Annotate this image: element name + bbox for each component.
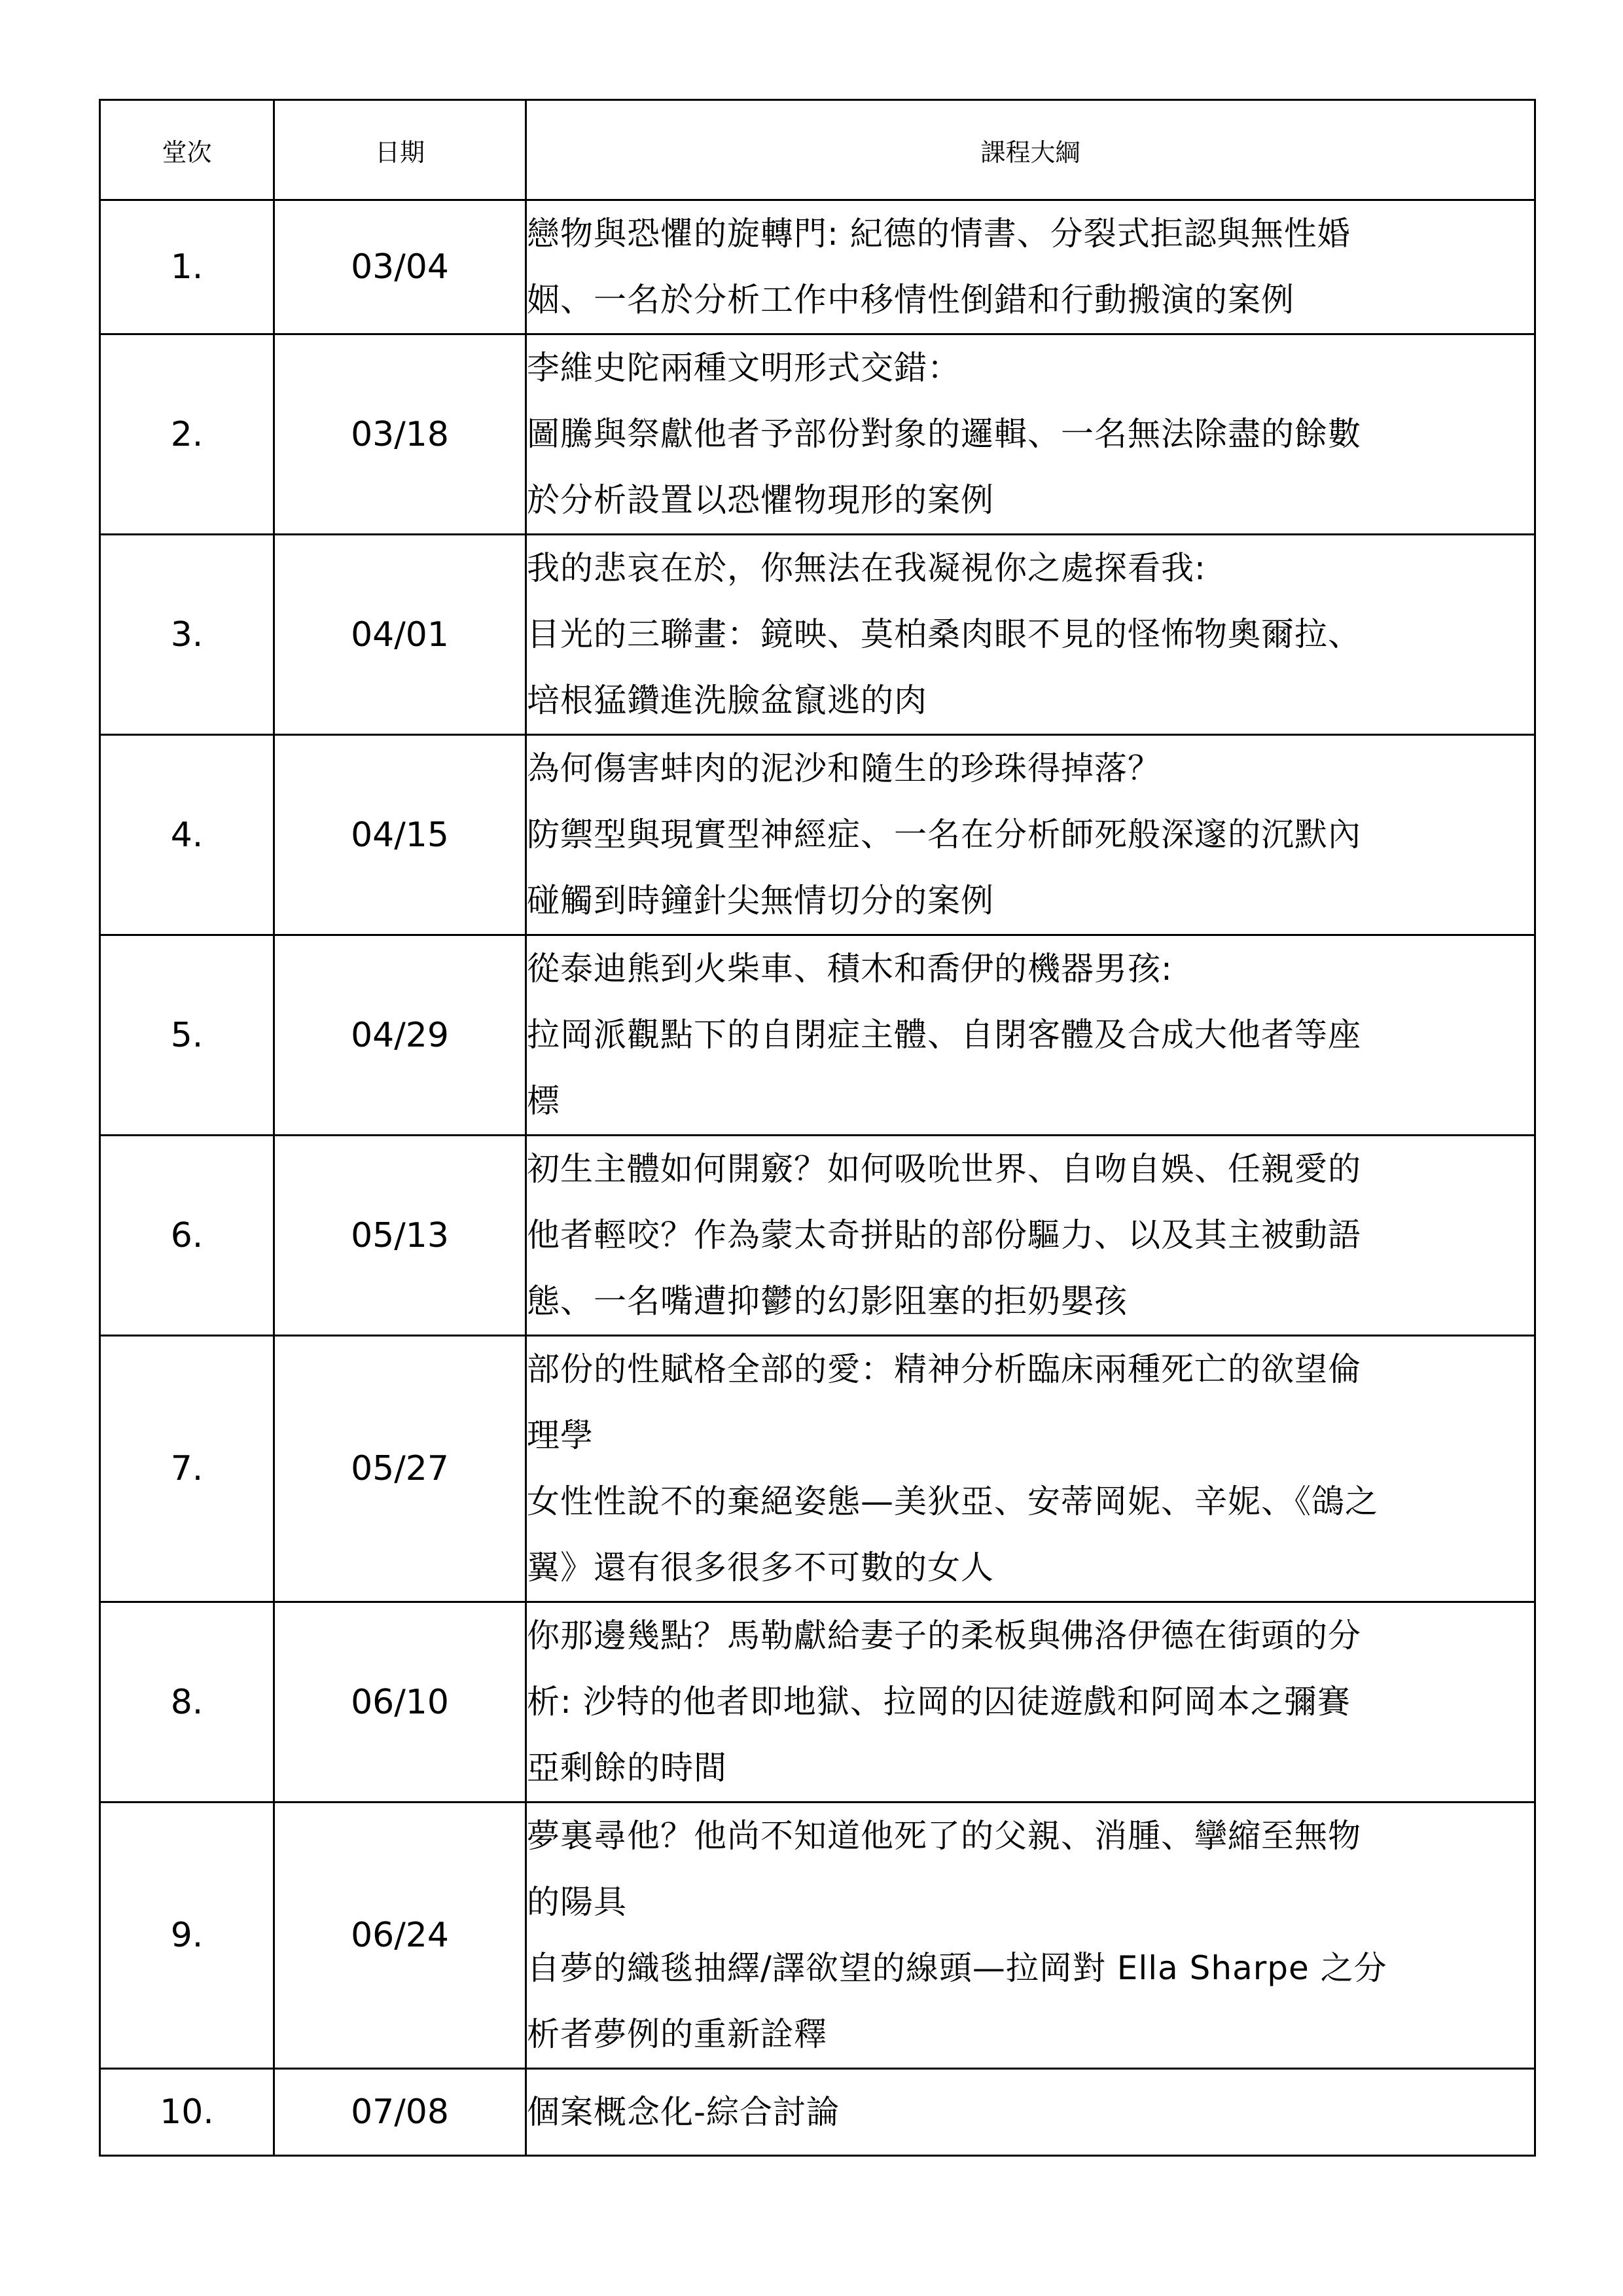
table-row (100, 535, 1535, 735)
session-date: 03/18 (274, 334, 526, 535)
session-number: 6. (100, 1136, 274, 1336)
outline-line: 部份的性賦格全部的愛：精神分析臨床兩種死亡的欲望倫 (527, 1350, 1361, 1388)
session-date: 05/27 (274, 1336, 526, 1602)
session-outline (526, 535, 1535, 735)
session-number: 1. (100, 200, 274, 334)
session-date: 06/24 (274, 1803, 526, 2069)
table-row (100, 935, 1535, 1136)
table-row (100, 1602, 1535, 1803)
table-row (100, 1136, 1535, 1336)
session-number: 4. (100, 735, 274, 935)
table-header-row (100, 100, 1535, 200)
outline-line: 理學 (527, 1416, 594, 1454)
outline-line: 女性性說不的棄絕姿態—美狄亞、安蒂岡妮、辛妮、《鴿之 (527, 1482, 1378, 1520)
table-row (100, 334, 1535, 535)
session-date: 07/08 (274, 2069, 526, 2156)
session-outline (526, 735, 1535, 935)
outline-line: 他者輕咬？作為蒙太奇拼貼的部份驅力、以及其主被動語 (527, 1216, 1361, 1254)
header-session: 堂次 (100, 100, 274, 200)
outline-line: 翼》還有很多很多不可數的女人 (527, 1549, 994, 1587)
outline-line: 析者夢例的重新詮釋 (527, 2015, 827, 2053)
outline-line: 姻、一名於分析工作中移情性倒錯和行動搬演的案例 (527, 281, 1294, 319)
session-date: 06/10 (274, 1602, 526, 1803)
session-date: 04/15 (274, 735, 526, 935)
table-row (100, 2069, 1535, 2156)
outline-line: 目光的三聯畫：鏡映、莫柏桑肉眼不見的怪怖物奧爾拉、 (527, 615, 1361, 653)
outline-line: 標 (527, 1082, 560, 1120)
session-outline (526, 1136, 1535, 1336)
session-number: 9. (100, 1803, 274, 2069)
session-outline (526, 200, 1535, 334)
session-outline (526, 1803, 1535, 2069)
outline-line: 夢裏尋他？他尚不知道他死了的父親、消腫、攣縮至無物 (527, 1817, 1361, 1855)
outline-line: 戀物與恐懼的旋轉門: 紀德的情書、分裂式拒認與無性婚 (527, 215, 1351, 253)
outline-line: 初生主體如何開竅？如何吸吮世界、自吻自娛、任親愛的 (527, 1150, 1361, 1188)
outline-line: 亞剩餘的時間 (527, 1749, 727, 1787)
outline-line: 培根猛鑽進洗臉盆竄逃的肉 (527, 681, 927, 719)
outline-line: 自夢的織毯抽繹/譯欲望的線頭—拉岡對 Ella Sharpe 之分 (527, 1949, 1387, 1987)
outline-line: 李維史陀兩種文明形式交錯： (527, 349, 961, 387)
outline-line: 於分析設置以恐懼物現形的案例 (527, 481, 994, 519)
session-number: 5. (100, 935, 274, 1136)
session-date: 04/29 (274, 935, 526, 1136)
session-outline (526, 334, 1535, 535)
session-number: 10. (100, 2069, 274, 2156)
table-row (100, 1803, 1535, 2069)
session-date: 03/04 (274, 200, 526, 334)
table-row (100, 1336, 1535, 1602)
session-number: 8. (100, 1602, 274, 1803)
outline-line: 為何傷害蚌肉的泥沙和隨生的珍珠得掉落？ (527, 749, 1161, 787)
session-number: 3. (100, 535, 274, 735)
outline-line: 防禦型與現實型神經症、一名在分析師死般深邃的沉默內 (527, 816, 1361, 853)
session-outline (526, 1602, 1535, 1803)
outline-line: 態、一名嘴遭抑鬱的幻影阻塞的拒奶嬰孩 (527, 1282, 1128, 1320)
session-date: 04/01 (274, 535, 526, 735)
session-number: 7. (100, 1336, 274, 1602)
outline-line: 從泰迪熊到火柴車、積木和喬伊的機器男孩: (527, 950, 1173, 988)
session-date: 05/13 (274, 1136, 526, 1336)
outline-line: 個案概念化-綜合討論 (527, 2092, 840, 2131)
outline-line: 圖騰與祭獻他者予部份對象的邏輯、一名無法除盡的餘數 (527, 415, 1361, 453)
table-row (100, 200, 1535, 334)
syllabus-table (99, 99, 1536, 2157)
outline-line: 析: 沙特的他者即地獄、拉岡的囚徒遊戲和阿岡本之彌賽 (527, 1683, 1351, 1721)
session-outline (526, 935, 1535, 1136)
outline-line: 的陽具 (527, 1883, 627, 1921)
outline-line: 你那邊幾點？馬勒獻給妻子的柔板與佛洛伊德在街頭的分 (527, 1617, 1361, 1655)
outline-line: 我的悲哀在於，你無法在我凝視你之處探看我: (527, 549, 1206, 587)
session-number: 2. (100, 334, 274, 535)
table-row (100, 735, 1535, 935)
outline-line: 碰觸到時鐘針尖無情切分的案例 (527, 882, 994, 920)
session-outline (526, 2069, 1535, 2156)
session-outline (526, 1336, 1535, 1602)
outline-line: 拉岡派觀點下的自閉症主體、自閉客體及合成大他者等座 (527, 1016, 1361, 1054)
header-date: 日期 (274, 100, 526, 200)
header-outline: 課程大綱 (526, 100, 1535, 200)
